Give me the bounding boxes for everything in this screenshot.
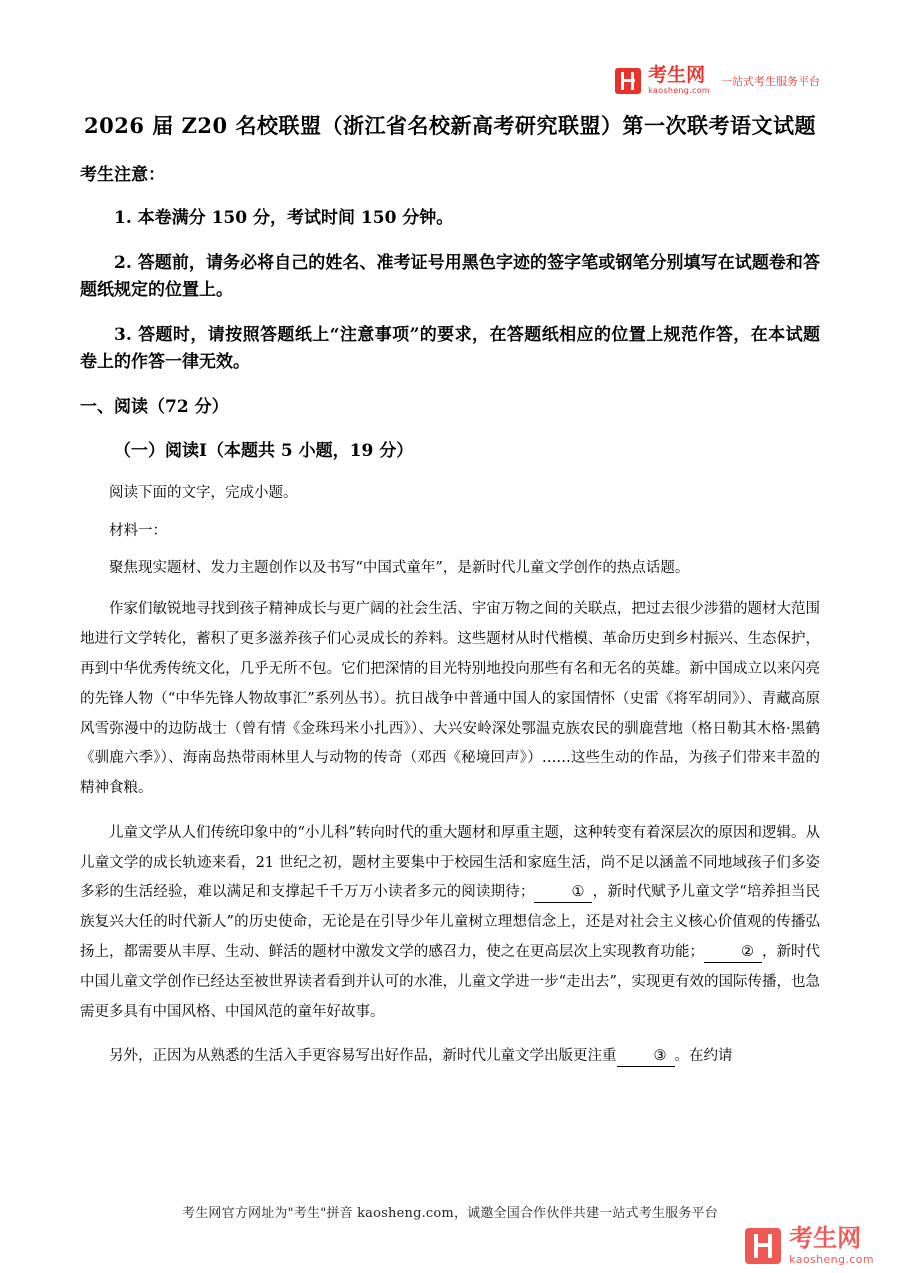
kaosheng-watermark-icon [745, 1228, 781, 1264]
instruction-text: 阅读下面的文字，完成小题。 [109, 485, 298, 502]
answer-blank-1[interactable]: ① [534, 883, 592, 903]
paragraph-3-before: 儿童文学从人们传统印象中的“小儿科”转向时代的重大题材和厚重主题，这种转变有着深层次的原因和逻辑。从儿童文学的成长轨迹来看，21 世纪之初，题材主要集中于校园生活和家庭生活，尚不足以涵盖不同地域孩子们多姿多彩的生活经验，难以满足和支撑起千千万万小读者多元的阅读期待； [80, 824, 820, 901]
paragraph-3-middle: ，新时代赋予儿童文学“培养担当民族复兴大任的时代新人”的历史使命，无论是在引导少年儿童树立理想信念上，还是对社会主义核心价值观的传播弘扬上，都需要从丰厚、生动、鲜活的题材中激发文学的感召力，使之在更高层次上实现教育功能； [80, 884, 821, 961]
watermark-text [789, 1226, 874, 1265]
sub-heading: （一）阅读Ⅰ（本题共 5 小题，19 分） [114, 440, 414, 461]
page-title: 2026 届 Z20 名校联盟（浙江省名校新高考研究联盟）第一次联考语文试题 [84, 113, 816, 138]
paragraph-3-after: ，新时代中国儿童文学创作已经达至被世界读者看到并认可的水准，儿童文学进一步“走出去”，实现更有效的国际传播，也急需更多具有中国风格、中国风范的童年好故事。 [80, 944, 820, 1020]
paragraph-1: 聚焦现实题材、发力主题创作以及书写“中国式童年”，是新时代儿童文学创作的热点话题。 [109, 560, 690, 577]
paragraph-4-after: 。在约请 [674, 1048, 733, 1065]
kaosheng-logo-icon [615, 68, 641, 94]
logo-slogan: 一站式考生服务平台 [721, 74, 820, 88]
paragraph-3 [80, 819, 820, 1028]
watermark-domain: kaosheng.com [789, 1253, 874, 1266]
notice-item-3: 3. 答题时，请按照答题纸上“注意事项”的要求，在答题纸相应的位置上规范作答，在本试题卷上的作答一律无效。 [80, 324, 820, 373]
notice-item-1: 1. 本卷满分 150 分，考试时间 150 分钟。 [114, 208, 454, 229]
logo-domain: kaosheng.com [648, 86, 710, 95]
logo-name: 考生网 [648, 64, 706, 86]
section-heading: 一、阅读（72 分） [80, 396, 229, 417]
notice-heading: 考生注意： [80, 164, 165, 185]
site-logo [615, 66, 820, 95]
paragraph-2: 作家们敏锐地寻找到孩子精神成长与更广阔的社会生活、宇宙万物之间的关联点，把过去很少涉猎的题材大范围地进行文学转化，蓄积了更多滋养孩子们心灵成长的养料。这些题材从时代楷模、革命历史到乡村振兴、生态保护，再到中华优秀传统文化，几乎无所不包。它们把深情的目光特别地投向那些有名和无名的英雄。新中国成立以来闪亮的先锋人物（“中华先锋人物故事汇”系列丛书）。抗日战争中普通中国人的家国情怀（史雷《将军胡同》）、青藏高原风雪弥漫中的边防战士（曾有情《金珠玛米小扎西》）、大兴安岭深处鄂温克族农民的驯鹿营地（格日勒其木格·黑鹤《驯鹿六季》）、海南岛热带雨林里人与动物的传奇（邓西《秘境回声》）……这些生动的作品，为孩子们带来丰盈的精神食粮。 [80, 601, 820, 797]
notice-item-2: 2. 答题前，请务必将自己的姓名、准考证号用黑色字迹的签字笔或钢笔分别填写在试题卷和答题纸规定的位置上。 [80, 252, 820, 301]
watermark-name: 考生网 [789, 1224, 862, 1252]
footer-watermark [745, 1226, 874, 1265]
logo-text [648, 66, 710, 95]
answer-blank-3[interactable]: ③ [617, 1047, 675, 1067]
paragraph-4 [80, 1042, 820, 1072]
footer-text: 考生网官方网址为"考生"拼音 kaosheng.com，诚邀全国合作伙伴共建一站式考生服务平台 [182, 1206, 718, 1221]
answer-blank-2[interactable]: ② [704, 943, 762, 963]
material-label: 材料一： [109, 522, 167, 539]
paragraph-4-before: 另外，正因为从熟悉的生活入手更容易写出好作品，新时代儿童文学出版更注重 [109, 1048, 617, 1065]
